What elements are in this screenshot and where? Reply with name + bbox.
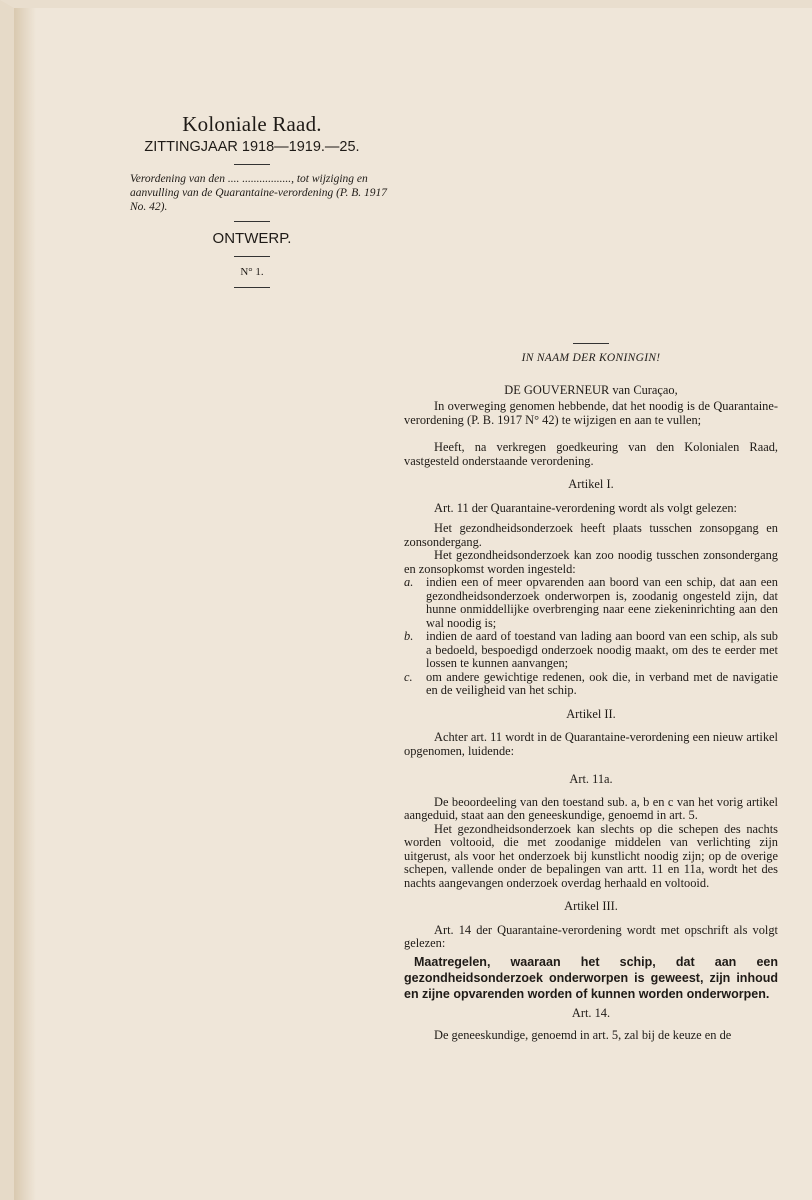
sub-article-heading: Art. 14. (571, 1005, 611, 1020)
list-item-label: c. (404, 669, 413, 684)
recital-paragraph: Heeft, na verkregen goedkeuring van den Kolonialen Raad, vastgesteld onderstaande verordening. (404, 440, 778, 468)
header-divider (234, 256, 270, 257)
list-item-label: a. (404, 575, 414, 589)
draft-label: ONTWERP. (212, 230, 292, 247)
article-heading: Artikel I. (568, 477, 614, 491)
document-header (114, 111, 390, 295)
ordinance-body (404, 343, 778, 1043)
list-item-text: om andere gewichtige redenen, ook die, in verband met de navigatie en de veiligheid van het schip. (426, 669, 778, 697)
header-divider (234, 164, 270, 165)
header-divider (234, 221, 270, 222)
list-item (404, 671, 778, 698)
list-item-label: b. (404, 629, 414, 643)
ordinance-description: Verordening van den .... ................., tot wijziging en aanvulling van de Quarantaine-verordening (P. B. 1917 No. 42). (130, 173, 388, 213)
council-title: Koloniale Raad. (182, 112, 322, 136)
article-paragraph: Het gezondheidsonderzoek kan zoo noodig tusschen zonsondergang en zonsopkomst worden ingesteld: (404, 548, 778, 576)
session-year: ZITTINGJAAR 1918—1919.—25. (144, 139, 360, 155)
list-item (404, 576, 778, 630)
list-item-text: indien een of meer opvarenden aan boord van een schip, dat aan een gezondheidsonderzoek onderworpen is, zoodanig ongesteld zijn, dat hunne onmiddellijke overbrenging naar eene ziekeninrichting aan den wal noodig is; (426, 575, 778, 630)
article-heading: Artikel III. (564, 899, 618, 913)
article-intro: Art. 14 der Quarantaine-verordening wordt met opschrift als volgt gelezen: (404, 922, 778, 950)
article-paragraph: De beoordeeling van den toestand sub. a, b en c van het vorig artikel aangeduid, staat aan den geneeskundige, genoemd in art. 5. (404, 794, 778, 822)
governor-line: DE GOUVERNEUR van Curaçao, (504, 382, 678, 397)
paper-edge-shading (14, 8, 36, 1200)
bold-article-title: Maatregelen, waaraan het schip, dat aan een gezondheidsonderzoek onderworpen is geweest, zijn inhoud en zijne opvarenden worden of kunnen worden onderworpen. (404, 954, 778, 1001)
list-item (404, 630, 778, 671)
article-heading: Artikel II. (566, 706, 616, 721)
article-paragraph: Het gezondheidsonderzoek heeft plaats tusschen zonsopgang en zonsondergang. (404, 521, 778, 549)
header-divider (234, 287, 270, 288)
invocation: IN NAAM DER KONINGIN! (521, 352, 661, 364)
list-item-text: indien de aard of toestand van lading aan boord van een schip, als sub a bedoeld, bespoedigd onderzoek noodig maakt, om des te eerder met lossen te kunnen aanvangen; (426, 629, 778, 670)
article-intro: Achter art. 11 wordt in de Quarantaine-verordening een nieuw artikel opgenomen, luidende: (404, 730, 778, 758)
article-paragraph: De geneeskundige, genoemd in art. 5, zal bij de keuze en de (434, 1028, 732, 1042)
body-divider (573, 343, 609, 344)
article-intro: Art. 11 der Quarantaine-verordening wordt als volgt gelezen: (434, 500, 738, 515)
article-paragraph: Het gezondheidsonderzoek kan slechts op die schepen des nachts worden voltooid, die met zoodanige middelen van verlichting zijn uitgerust, als voor het onderzoek bij kunstlicht noodig zijn; op de overige schepen, vallende onder de bepalingen van artt. 11 en 11a, wordt het des nachts aangevangen onderzoek overdag herhaald en voltooid. (404, 821, 778, 890)
document-number: N° 1. (240, 266, 264, 278)
recital-paragraph: In overweging genomen hebbende, dat het noodig is de Quarantaine-verordening (P. B. 1917 N° 42) te wijzigen en aan te vullen; (404, 399, 778, 427)
sub-article-heading: Art. 11a. (569, 772, 613, 786)
